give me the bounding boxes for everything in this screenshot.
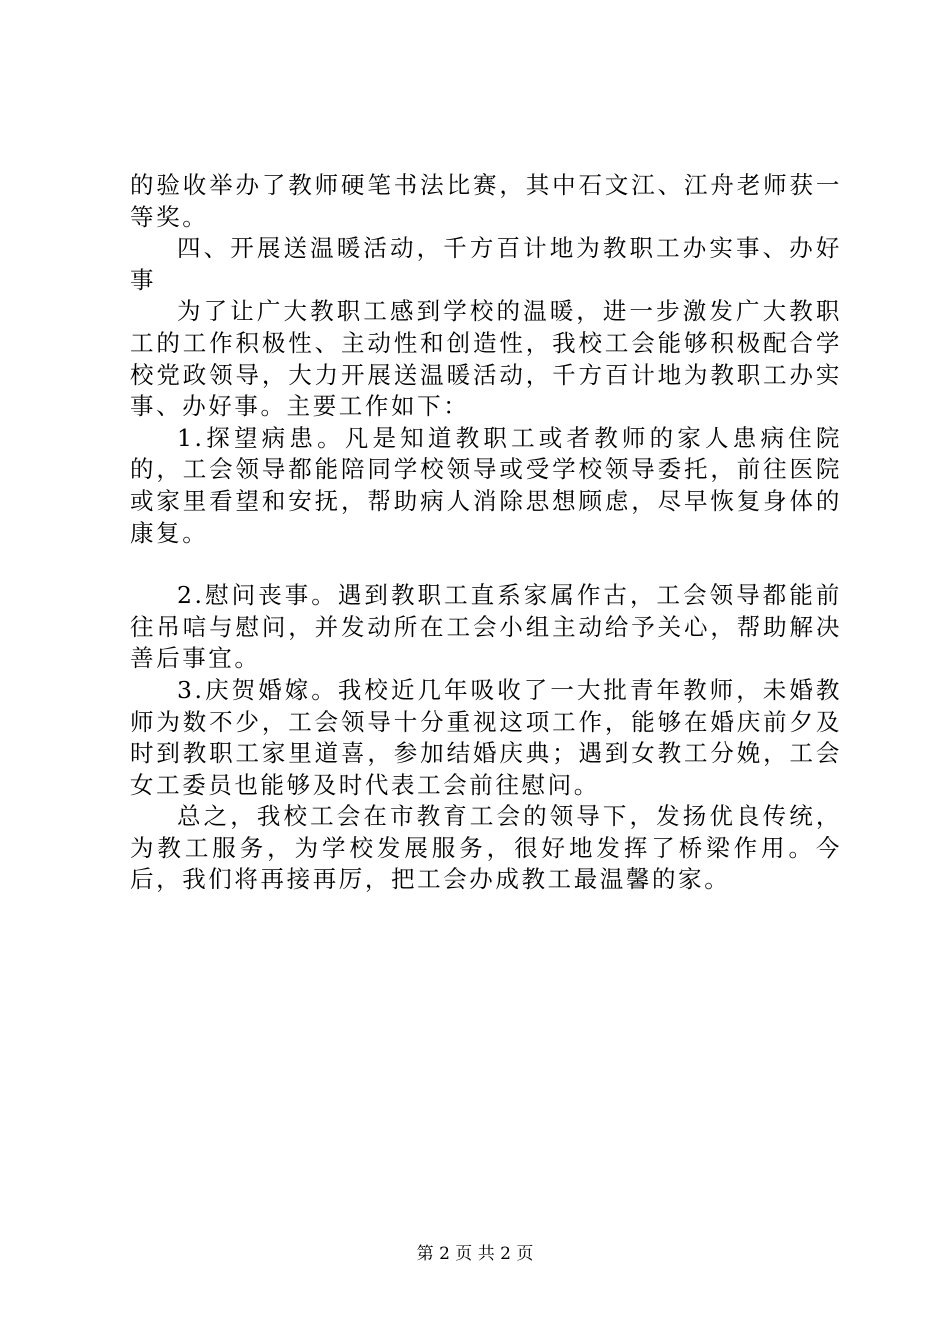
paragraph-continuation: 的验收举办了教师硬笔书法比赛，其中石文江、江舟老师获一等奖。 [130,171,842,231]
section-heading-four: 四、开展送温暖活动，千方百计地为教职工办实事、办好事 [130,234,842,294]
document-body [130,170,842,896]
paragraph-item-2: 2.慰问丧事。遇到教职工直系家属作古，工会领导都能前往吊唁与慰问，并发动所在工会小组主动给予关心，帮助解决善后事宜。 [130,581,842,673]
paragraph-summary: 总之，我校工会在市教育工会的领导下，发扬优良传统，为教工服务，为学校发展服务，很好地发挥了桥梁作用。今后，我们将再接再厉，把工会办成教工最温馨的家。 [130,802,842,894]
page-footer: 第 2 页 共 2 页 [416,1244,534,1264]
blank-line [130,549,842,580]
paragraph-item-3: 3.庆贺婚嫁。我校近几年吸收了一大批青年教师，未婚教师为数不少，工会领导十分重视这项工作，能够在婚庆前夕及时到教职工家里道喜，参加结婚庆典；遇到女教工分娩，工会女工委员也能够及时代表工会前往慰问。 [130,675,842,799]
paragraph-intro: 为了让广大教职工感到学校的温暖，进一步激发广大教职工的工作积极性、主动性和创造性，我校工会能够积极配合学校党政领导，大力开展送温暖活动，千方百计地为教职工办实事、办好事。主要工作如下： [130,297,842,421]
paragraph-item-1: 1.探望病患。凡是知道教职工或者教师的家人患病住院的，工会领导都能陪同学校领导或受学校领导委托，前往医院或家里看望和安抚，帮助病人消除思想顾虑，尽早恢复身体的康复。 [130,423,842,547]
